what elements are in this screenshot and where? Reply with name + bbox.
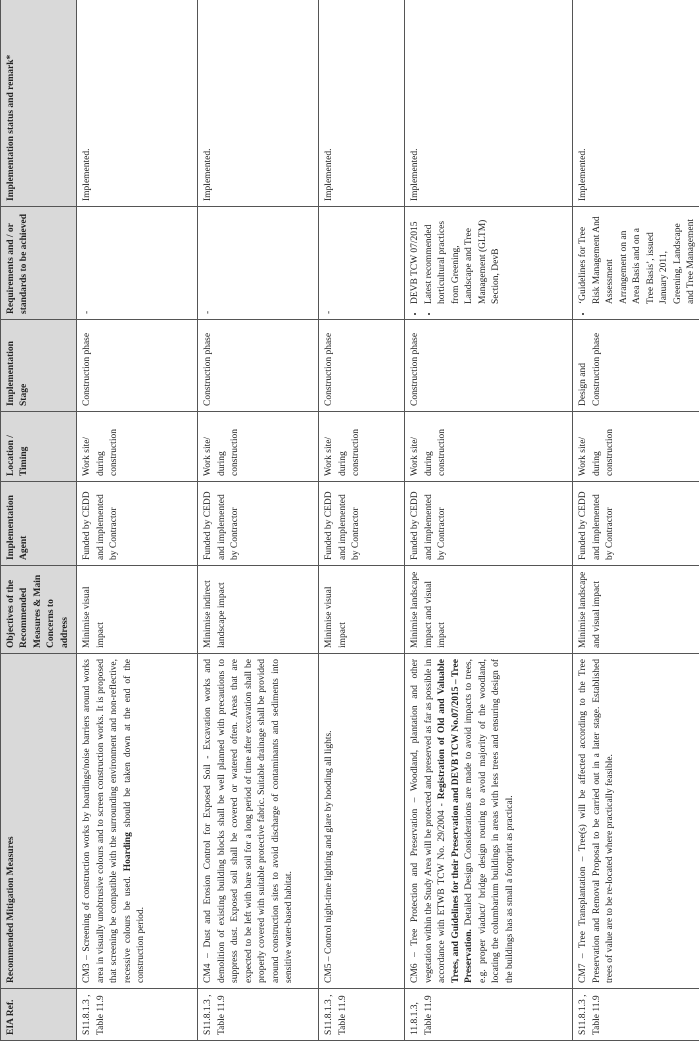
header-stage: Implementation Stage <box>1 320 77 412</box>
agent-cell: Funded by CEDD and implemented by Contractor <box>573 482 699 566</box>
measure-text: CM3 – Screening of construction works by hoardings/noise barriers around works area in visually unobtrusive colours and to screen construction works. It is proposed that screening be compatible with the surrounding environment and non-reflective, recessive colours be used. <box>82 659 133 983</box>
requirements-list-item: • ‘Guidelines for Tree Risk Management And Assessment Arrangement on an Area Basis and on a Tree Basis’, issued January 2011, Greening, Landscape and Tree Management <box>577 212 698 304</box>
requirements-cell <box>405 207 573 320</box>
table-row <box>319 0 405 1041</box>
objective-cell: Minimise landscape impact and visual impact <box>405 566 573 654</box>
table-row <box>405 0 573 1041</box>
requirements-cell: - <box>77 207 198 320</box>
measure-text: CM6 – Tree Protection and Preservation – Woodland, plantation and other vegetation within the Study Area will be protected and preserved as far as possible in accordance with ETWB TCW No. 29/2004 - <box>410 659 448 983</box>
eia-ref-cell: S11.8.1.3 , Table 11.9 <box>198 989 319 1041</box>
stage-cell: Construction phase <box>319 320 405 412</box>
eia-ref-cell: S11.8.1.3 , Table 11.9 <box>77 989 198 1041</box>
measure-bold-text: Registration of Old and Valuable Trees, and Guidelines for their Preservation and DEVB TCW No.07/2015 – Tree Preservation. <box>437 658 475 983</box>
header-eia-ref: EIA Ref. <box>1 989 77 1041</box>
stage-cell: Design and Construction phase <box>573 320 699 412</box>
objective-cell: Minimise visual impact <box>319 566 405 654</box>
requirements-list <box>577 212 698 314</box>
agent-cell: Funded by CEDD and implemented by Contractor <box>319 482 405 566</box>
location-cell: Work site/ during construction <box>573 412 699 482</box>
header-status: Implementation status and remark* <box>1 0 77 207</box>
header-requirements: Requirements and / or standards to be achieved <box>1 207 77 320</box>
status-cell: Implemented. <box>198 0 319 207</box>
requirements-list-item: • Latest recommended horticultural practices from Greening, Landscape and Tree Management (GLTM) Section, DevB <box>423 212 504 304</box>
table-row <box>198 0 319 1041</box>
objective-cell: Minimise indirect landscape impact <box>198 566 319 654</box>
status-cell: Implemented. <box>573 0 699 207</box>
agent-cell: Funded by CEDD and implemented by Contractor <box>405 482 573 566</box>
location-cell: Work site/ during construction <box>198 412 319 482</box>
requirements-cell <box>573 207 699 320</box>
measure-bold-text: Hoarding <box>122 832 133 872</box>
requirements-list-item: • DEVB TCW 07/2015 <box>409 212 422 304</box>
measure-text: Detailed Design Considerations are made to avoid impacts to trees, e.g. proper viaduct/ bridge design routing to avoid majority of the woodland, locating the columbarium buildings in areas with less trees and ensuring design of the buildings has as small a footprint as practical. <box>464 659 515 983</box>
eia-ref-cell: S11.8.1.3 , Table 11.9 <box>573 989 699 1041</box>
status-cell: Implemented. <box>405 0 573 207</box>
objective-cell: Minimise visual impact <box>77 566 198 654</box>
measure-cell: CM5 – Control night-time lighting and glare by hooding all lights. <box>319 654 405 989</box>
status-cell: Implemented. <box>319 0 405 207</box>
header-objectives: Objectives of the Recommended Measures & Main Concerns to address <box>1 566 77 654</box>
measure-cell: CM7 – Tree Transplantation – Tree(s) will be affected according to the Tree Preservation and Removal Proposal to be carried out in a later stage. Established trees of value are to be re-located where practically feasible. <box>573 654 699 989</box>
measure-cell <box>77 654 198 989</box>
header-measures: Recommended Mitigation Measures <box>1 654 77 989</box>
header-location: Location / Timing <box>1 412 77 482</box>
header-row <box>1 0 77 1041</box>
table-row <box>77 0 198 1041</box>
stage-cell: Construction phase <box>77 320 198 412</box>
eia-ref-cell: 11.8.1.3, Table 11.9 <box>405 989 573 1041</box>
measure-cell: CM4 – Dust and Erosion Control for Exposed Soil - Excavation works and demolition of existing building blocks shall be well planned with precautions to suppress dust. Exposed soil shall be covered or watered often. Areas that are expected to be left with bare soil for a long period of time after excavation shall be properly covered with suitable protective fabric. Suitable drainage shall be provided around construction sites to avoid discharge of contaminants and sediments into sensitive water-based habitat. <box>198 654 319 989</box>
eia-ref-cell: S11.8.1.3 , Table 11.9 <box>319 989 405 1041</box>
requirements-list <box>409 212 503 314</box>
stage-cell: Construction phase <box>405 320 573 412</box>
status-cell: Implemented. <box>77 0 198 207</box>
requirements-cell: - <box>198 207 319 320</box>
location-cell: Work site/ during construction <box>77 412 198 482</box>
header-agent: Implementation Agent <box>1 482 77 566</box>
objective-cell: Minimise landscape and visual impact <box>573 566 699 654</box>
agent-cell: Funded by CEDD and implemented by Contractor <box>198 482 319 566</box>
location-cell: Work site/ during construction <box>319 412 405 482</box>
table-row <box>573 0 699 1041</box>
location-cell: Work site/ during construction <box>405 412 573 482</box>
measure-cell <box>405 654 573 989</box>
agent-cell: Funded by CEDD and implemented by Contractor <box>77 482 198 566</box>
stage-cell: Construction phase <box>198 320 319 412</box>
requirements-cell: - <box>319 207 405 320</box>
measure-text: should be taken down at the end of the construction period. <box>122 659 147 983</box>
